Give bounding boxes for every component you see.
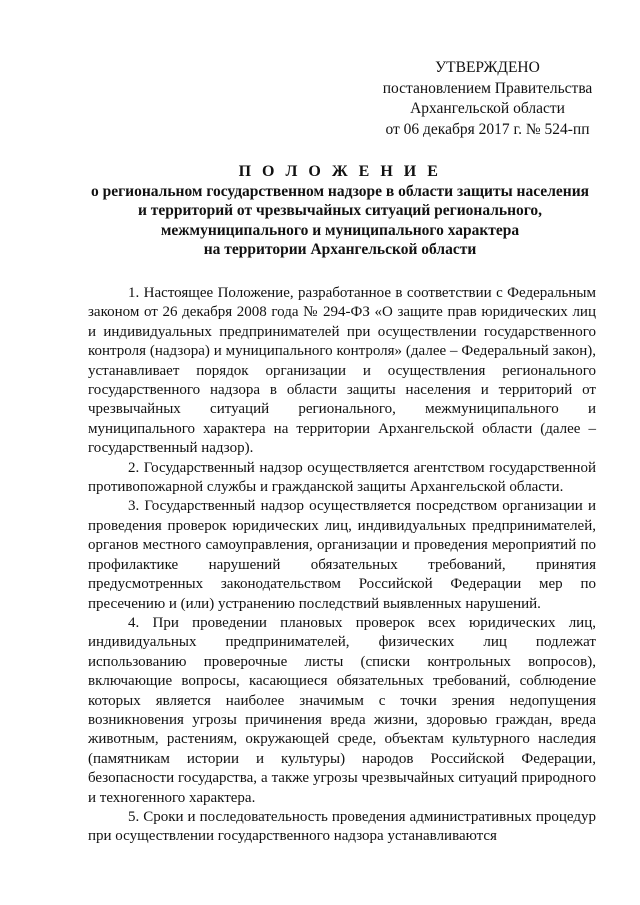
paragraph-2: 2. Государственный надзор осуществляется агентством государственной противопожарной службы и гражданской защиты Архангельской области.: [88, 459, 596, 496]
title-line-3: межмуниципального и муниципального характера: [160, 221, 520, 239]
document-title: [60, 162, 620, 260]
paragraph-3: 3. Государственный надзор осуществляется посредством организации и проведения проверок юридических лиц, индивидуальных предпринимателей, органов местного самоуправления, организации и проведения мероприятий по профилактике нарушений обязательных требований, принятия предусмотренных законодательством Российской Федерации мер по пресечению и (или) устранению последствий выявленных нарушений.: [88, 498, 596, 612]
approval-heading: УТВЕРЖДЕНО: [435, 59, 540, 76]
approval-stamp: [360, 58, 615, 140]
paragraph-4: 4. При проведении плановых проверок всех юридических лиц, индивидуальных предпринимателей, физических лиц подлежат использованию проверочные листы (списки контрольных вопросов), включающие вопросы, касающиеся обязательных требований, соблюдение которых является наиболее значимым с точки зрения недопущения возникновения угрозы причинения вреда жизни, здоровью граждан, вреда животным, растениям, окружающей среде, объектам культурного наследия (памятникам истории и культуры) народов Российской Федерации, безопасности государства, а также угрозы чрезвычайных ситуаций природного и техногенного характера.: [88, 614, 596, 806]
approval-region: Архангельской области: [410, 100, 565, 117]
title-heading: П О Л О Ж Е Н И Е: [238, 163, 442, 180]
title-line-2: и территорий от чрезвычайных ситуаций регионального,: [137, 202, 543, 219]
paragraph-1: 1. Настоящее Положение, разработанное в соответствии с Федеральным законом от 26 декабря 2008 года № 294-ФЗ «О защите прав юридических лиц и индивидуальных предпринимателей при осуществлении государственного контроля (надзора) и муниципального контроля» (далее – Федеральный закон), устанавливает порядок организации и осуществления регионального государственного надзора в области защиты населения и территорий от чрезвычайных ситуаций регионального, межмуниципального и муниципального характера на территории Архангельской области (далее – государственный надзор).: [88, 285, 596, 457]
paragraph-5: 5. Сроки и последовательность проведения административных процедур при осуществлении государственного надзора устанавливаются: [88, 808, 596, 845]
title-line-1: о региональном государственном надзоре в области защиты населения: [90, 182, 590, 200]
title-line-4: на территории Архангельской области: [203, 241, 477, 258]
approval-authority: постановлением Правительства: [382, 79, 593, 97]
approval-date-number: от 06 декабря 2017 г. № 524-пп: [385, 120, 590, 138]
document-body: [88, 284, 596, 847]
